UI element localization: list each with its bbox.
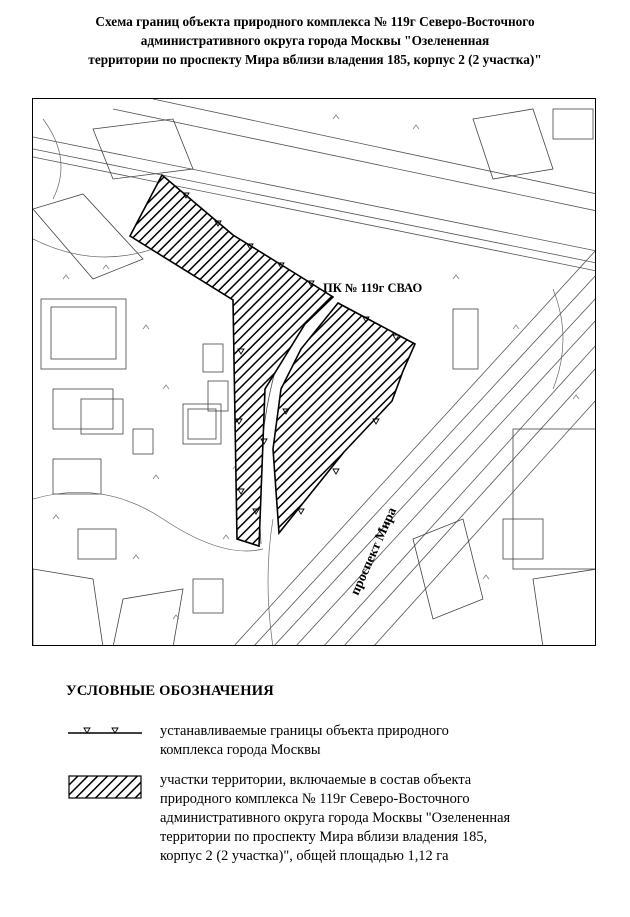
object-label: ПК № 119г СВАО <box>323 281 423 295</box>
street-label: проспект Мира <box>347 504 400 598</box>
legend-heading: УСЛОВНЫЕ ОБОЗНАЧЕНИЯ <box>66 683 274 699</box>
legend-item-2-line-4: территории по проспекту Мира вблизи владения 185, <box>160 829 488 845</box>
title-line-2: административного округа города Москвы "Озелененная <box>140 33 490 48</box>
base-map <box>33 99 596 646</box>
map-frame <box>32 98 596 646</box>
legend-item-2-line-5: корпус 2 (2 участка)", общей площадью 1,12 га <box>160 848 449 864</box>
map-title <box>30 12 600 69</box>
legend-item-2-line-1: участки территории, включаемые в состав объекта <box>160 772 472 788</box>
title-line-1: Схема границ объекта природного комплекса № 119г Северо-Восточного <box>95 14 535 29</box>
boundary-line-symbol <box>68 724 142 740</box>
hatch-fill-symbol <box>68 775 142 799</box>
legend-item-plots <box>160 771 510 866</box>
legend-item-1-line-2: комплекса города Москвы <box>160 742 321 758</box>
legend-item-1-line-1: устанавливаемые границы объекта природного <box>160 723 449 739</box>
legend-item-boundary <box>160 722 449 760</box>
title-line-3: территории по проспекту Мира вблизи владения 185, корпус 2 (2 участка)" <box>88 52 542 67</box>
legend-item-2-line-3: административного округа города Москвы "Озелененная <box>160 810 511 826</box>
legend-item-2-line-2: природного комплекса № 119г Северо-Восточного <box>160 791 470 807</box>
